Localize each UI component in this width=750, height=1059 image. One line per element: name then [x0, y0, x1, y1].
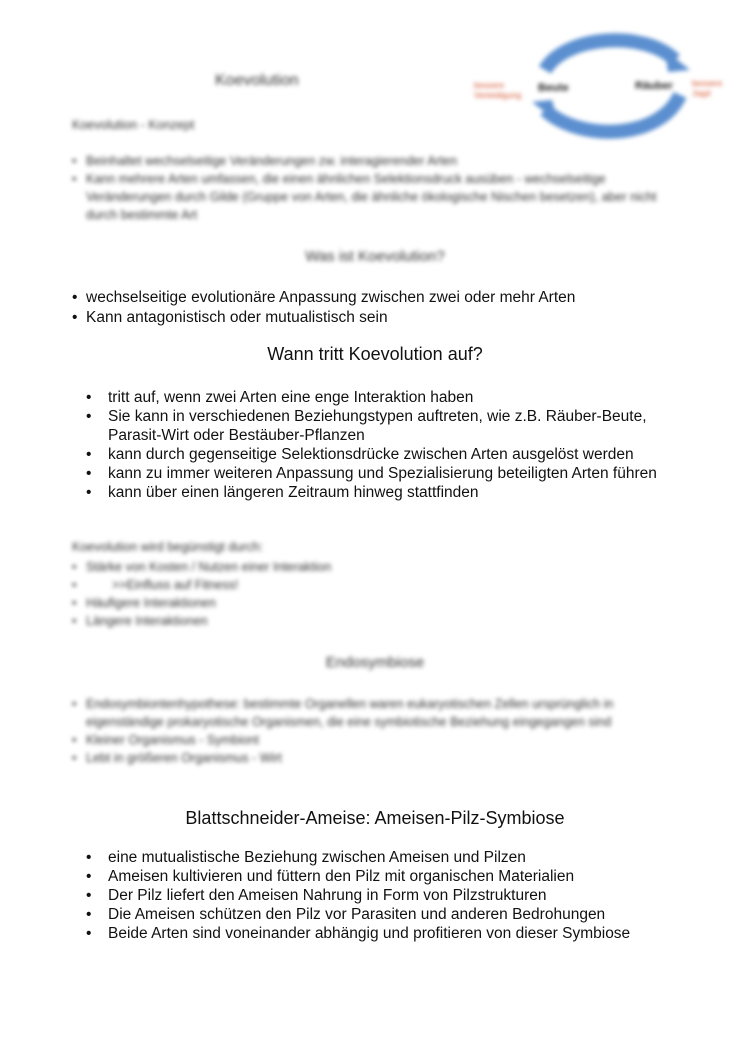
- section-title-endosymbiose: Endosymbiose: [325, 654, 425, 671]
- section-title-blattschneider: Blattschneider-Ameise: Ameisen-Pilz-Symbiose: [185, 808, 565, 828]
- wann-tritt-list: [86, 388, 686, 502]
- sub-item: • >>Einfluss auf Fitness!: [72, 576, 572, 594]
- list-item: • kann über einen längeren Zeitraum hinweg stattfinden: [86, 483, 686, 502]
- list-item: • Kleiner Organismus - Symbiont: [72, 731, 682, 749]
- list-item: • Sie kann in verschiedenen Beziehungstypen auftreten, wie z.B. Räuber-Beute, Parasit-Wirt oder Bestäuber-Pflanzen: [86, 407, 686, 445]
- list-item: • kann zu immer weiteren Anpassung und Spezialisierung beteiligten Arten führen: [86, 464, 686, 483]
- was-ist-list: [72, 288, 692, 328]
- list-item: • kann durch gegenseitige Selektionsdrücke zwischen Arten ausgelöst werden: [86, 445, 686, 464]
- list-item: • Die Ameisen schützen den Pilz vor Parasiten und anderen Bedrohungen: [86, 905, 696, 924]
- list-item: • Häufigere Interaktionen: [72, 594, 572, 612]
- section-title-was-ist: Was ist Koevolution?: [305, 248, 445, 265]
- list-item: • wechselseitige evolutionäre Anpassung zwischen zwei oder mehr Arten: [72, 288, 692, 308]
- diagram-node-prey: Beute: [538, 82, 569, 94]
- beguenstigt-intro: Koevolution wird begünstigt durch:: [72, 540, 264, 554]
- list-item: • Stärke von Kosten / Nutzen einer Interaktion: [72, 558, 572, 576]
- diagram-label-hunt: bessere Jagd: [692, 78, 723, 98]
- diagram-node-predator: Räuber: [635, 80, 673, 92]
- diagram-label-defense: bessere Verteidigung: [474, 80, 522, 100]
- list-item: • tritt auf, wenn zwei Arten eine enge Interaktion haben: [86, 388, 686, 407]
- endosymbiose-list: [72, 695, 682, 767]
- list-item: • Endosymbiontenhypothese: bestimmte Organellen waren eukaryotischen Zellen ursprünglich in eigenständige prokaryotische Organismen, die eine symbiotische Beziehung eingegangen sind: [72, 695, 682, 731]
- section-title-wann-tritt: Wann tritt Koevolution auf?: [267, 344, 483, 364]
- list-item: • Lebt in größeren Organismus - Wirt: [72, 749, 682, 767]
- list-item: • Kann mehrere Arten umfassen, die einen ähnlichen Selektionsdruck ausüben - wechselseitige Veränderungen durch Gilde (Gruppe von Arten, die ähnliche ökologische Nischen besetzen), aber nicht durch bestimmte Art: [72, 170, 662, 224]
- list-item: • Kann antagonistisch oder mutualistisch sein: [72, 308, 692, 328]
- list-item: • Beide Arten sind voneinander abhängig und profitieren von dieser Symbiose: [86, 924, 696, 943]
- list-item: • Längere Interaktionen: [72, 612, 572, 630]
- konzept-list: [72, 152, 662, 224]
- list-item: • eine mutualistische Beziehung zwischen Ameisen und Pilzen: [86, 848, 696, 867]
- list-item: • Der Pilz liefert den Ameisen Nahrung in Form von Pilzstrukturen: [86, 886, 696, 905]
- subheading-konzept: Koevolution - Konzept: [72, 118, 195, 132]
- blattschneider-list: [86, 848, 696, 943]
- predator-prey-cycle-diagram: [470, 30, 730, 145]
- list-item: • Ameisen kultivieren und füttern den Pilz mit organischen Materialien: [86, 867, 696, 886]
- beguenstigt-list: [72, 558, 572, 630]
- section-title-koevolution: Koevolution: [215, 72, 299, 89]
- list-item: • Beinhaltet wechselseitige Veränderungen zw. interagierender Arten: [72, 152, 662, 170]
